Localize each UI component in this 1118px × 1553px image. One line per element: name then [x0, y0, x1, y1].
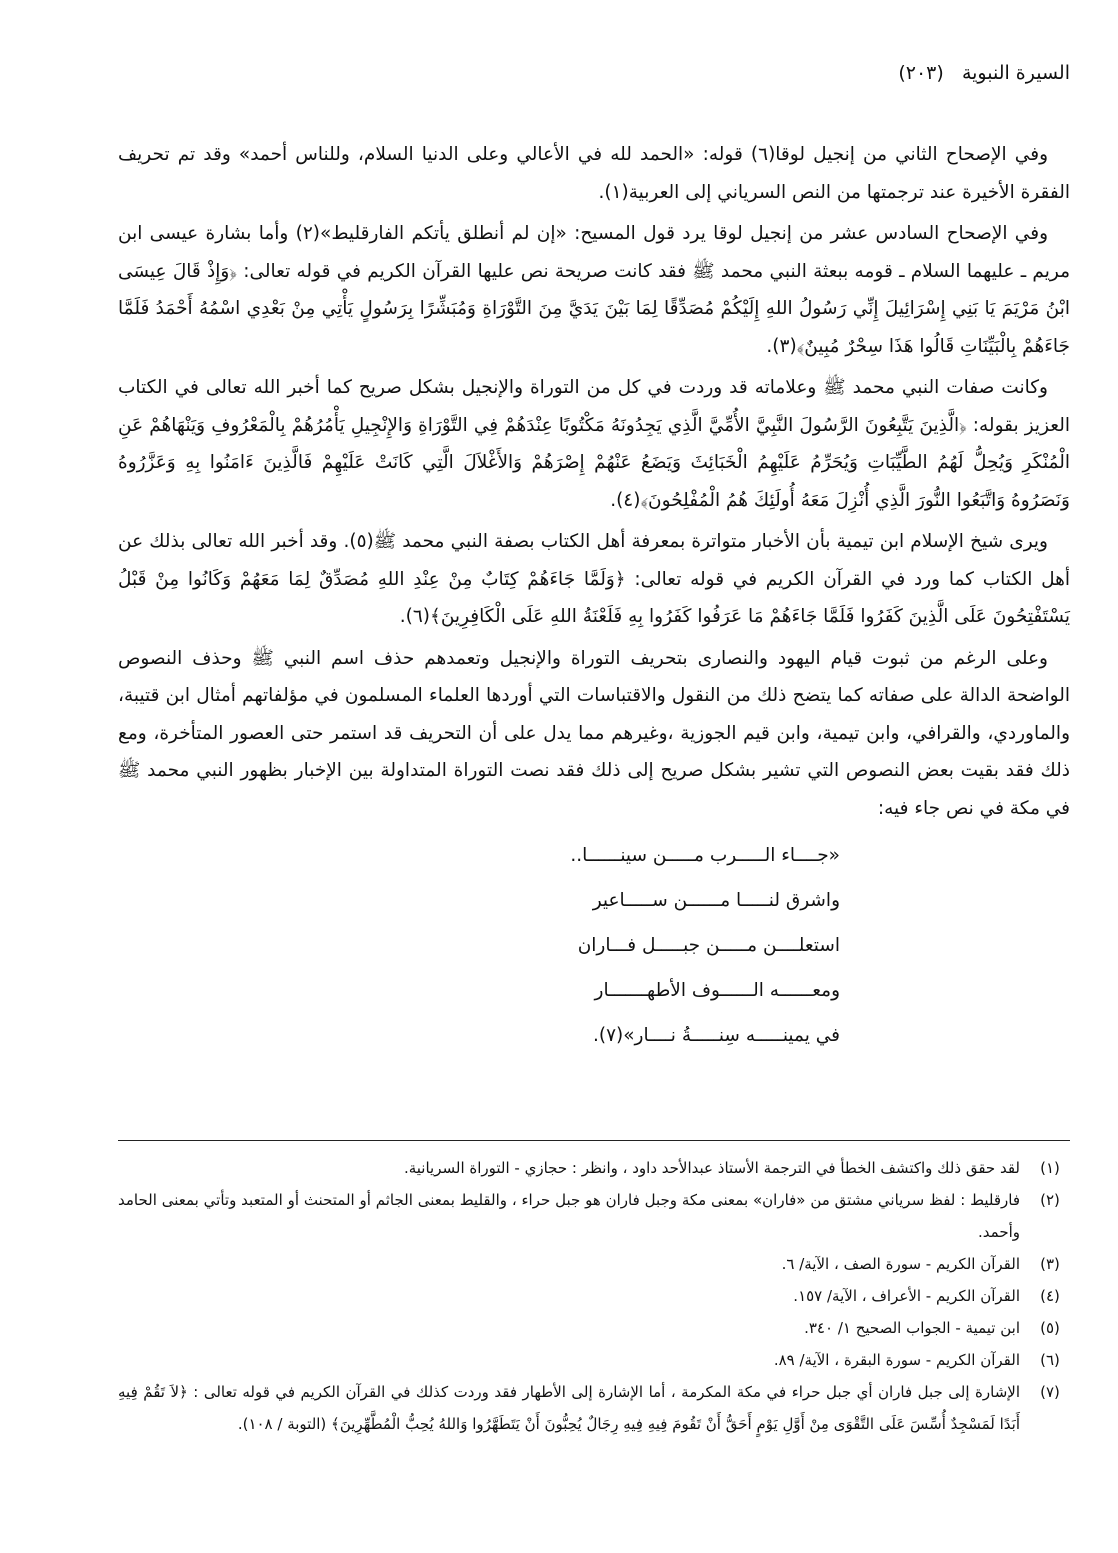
footnote — [118, 1280, 1070, 1312]
footnote-number: (١) — [1040, 1159, 1060, 1177]
verse-line: استعلــــن مـــــن جبـــــل فـــاران — [577, 935, 840, 956]
footnote-number: (٢) — [1040, 1191, 1060, 1209]
verse-line: «جــــاء الـــــرب مـــــن سينــــــا.. — [570, 845, 840, 866]
quoted-verse — [118, 833, 1070, 1058]
verse-line: واشرق لنـــــا مــــــن ســـــاعير — [592, 890, 840, 911]
verse-line: ومعــــــه الــــــوف الأطهـــــــار — [594, 980, 840, 1001]
page-number: (٢٠٣) — [898, 62, 944, 84]
footnote-text: القرآن الكريم - سورة الصف ، الآية/ ٦. — [781, 1255, 1020, 1273]
footnote-text: لقد حقق ذلك واكتشف الخطأ في الترجمة الأستاذ عبدالأحد داود ، وانظر : حجازي - التوراة السريانية. — [403, 1159, 1020, 1177]
footnote — [118, 1248, 1070, 1280]
paragraph: وكانت صفات النبي محمد ﷺ وعلاماته قد وردت في كل من التوراة والإنجيل بشكل صريح كما أخبر الله تعالى في الكتاب العزيز بقوله: ﴿الَّذِينَ يَتَّبِعُونَ الرَّسُولَ النَّبِيَّ الأُمِّيَّ الَّذِي يَجِدُونَهُ مَكْتُوبًا عِنْدَهُمْ فِي التَّوْرَاةِ وَالإِنْجِيلِ يَأْمُرُهُمْ بِالْمَعْرُوفِ وَيَنْهَاهُمْ عَنِ الْمُنْكَرِ وَيُحِلُّ لَهُمُ الطَّيِّبَاتِ وَيُحَرِّمُ عَلَيْهِمُ الْخَبَائِثَ وَيَضَعُ عَنْهُمْ إِصْرَهُمْ وَالأَغْلاَلَ الَّتِي كَانَتْ عَلَيْهِمْ فَالَّذِينَ ءَامَنُوا بِهِ وَعَزَّرُوهُ وَنَصَرُوهُ وَاتَّبَعُوا النُّورَ الَّذِي أُنْزِلَ مَعَهُ أُولَئِكَ هُمُ الْمُفْلِحُونَ﴾(٤). — [118, 377, 1070, 511]
footnote-number: (٤) — [1040, 1287, 1060, 1305]
footnote-text: القرآن الكريم - سورة البقرة ، الآية/ ٨٩. — [773, 1351, 1020, 1369]
paragraph: وفي الإصحاح السادس عشر من إنجيل لوقا يرد قول المسيح: «إن لم أنطلق يأتكم الفارقليط»(٢) وأما بشارة عيسى ابن مريم ـ عليهما السلام ـ قومه ببعثة النبي محمد ﷺ فقد كانت صريحة نص عليها القرآن الكريم في قوله تعالى: ﴿وَإِذْ قَالَ عِيسَى ابْنُ مَرْيَمَ يَا بَنِي إِسْرَائِيلَ إِنِّي رَسُولُ اللهِ إِلَيْكُمْ مُصَدِّقًا لِمَا بَيْنَ يَدَيَّ مِنَ التَّوْرَاةِ وَمُبَشِّرًا بِرَسُولٍ يَأْتِي مِنْ بَعْدِي اسْمُهُ أَحْمَدُ فَلَمَّا جَاءَهُمْ بِالْبَيِّنَاتِ قَالُوا هَذَا سِحْرٌ مُبِينٌ﴾(٣). — [118, 223, 1070, 357]
verse-line: في يمينـــــه سِنـــــةُ نــــار»(٧). — [592, 1025, 840, 1046]
footnotes — [118, 1152, 1070, 1440]
footnote-number: (٥) — [1040, 1319, 1060, 1337]
footnote-text: الإشارة إلى جبل فاران أي جبل حراء في مكة المكرمة ، أما الإشارة إلى الأطهار فقد وردت كذلك في القرآن الكريم في قوله تعالى : ﴿لاَ تَقُمْ فِيهِ أَبَدًا لَمَسْجِدٌ أُسِّسَ عَلَى التَّقْوَى مِنْ أَوَّلِ يَوْمٍ أَحَقُّ أَنْ تَقُومَ فِيهِ فِيهِ رِجَالٌ يُحِبُّونَ أَنْ يَتَطَهَّرُوا وَاللهُ يُحِبُّ الْمُطَّهِّرِينَ﴾ (التوبة / ١٠٨). — [118, 1383, 1020, 1433]
footnote-number: (٣) — [1040, 1255, 1060, 1273]
footnote-text: ابن تيمية - الجواب الصحيح ١/ ٣٤٠. — [804, 1319, 1020, 1337]
footnote-number: (٦) — [1040, 1351, 1060, 1369]
footnote — [118, 1184, 1070, 1248]
footnote-divider — [118, 1140, 1070, 1141]
footnote — [118, 1376, 1070, 1440]
running-header — [898, 62, 1070, 84]
paragraph: ويرى شيخ الإسلام ابن تيمية بأن الأخبار متواترة بمعرفة أهل الكتاب بصفة النبي محمد ﷺ(٥). وقد أخبر الله تعالى بذلك عن أهل الكتاب كما ورد في القرآن الكريم في قوله تعالى: ﴿وَلَمَّا جَاءَهُمْ كِتَابٌ مِنْ عِنْدِ اللهِ مُصَدِّقٌ لِمَا مَعَهُمْ وَكَانُوا مِنْ قَبْلُ يَسْتَفْتِحُونَ عَلَى الَّذِينَ كَفَرُوا فَلَمَّا جَاءَهُمْ مَا عَرَفُوا كَفَرُوا بِهِ فَلَعْنَةُ اللهِ عَلَى الْكَافِرِينَ﴾(٦). — [118, 531, 1070, 627]
body-text — [118, 136, 1070, 1058]
footnote-number: (٧) — [1040, 1383, 1060, 1401]
footnote — [118, 1344, 1070, 1376]
paragraph: وفي الإصحاح الثاني من إنجيل لوقا(٦) قوله: «الحمد لله في الأعالي وعلى الدنيا السلام، وللناس أحمد» وقد تم تحريف الفقرة الأخيرة عند ترجمتها من النص السرياني إلى العربية(١). — [118, 144, 1070, 203]
footnote-text: القرآن الكريم - الأعراف ، الآية/ ١٥٧. — [793, 1287, 1020, 1305]
footnote — [118, 1152, 1070, 1184]
paragraph: وعلى الرغم من ثبوت قيام اليهود والنصارى بتحريف التوراة والإنجيل وتعمدهم حذف اسم النبي ﷺ وحذف النصوص الواضحة الدالة على صفاته كما يتضح ذلك من النقول والاقتباسات التي أوردها العلماء المسلمون في مؤلفاتهم أمثال ابن قتيبة، والماوردي، والقرافي، وابن تيمية، وابن قيم الجوزية ،وغيرهم مما يدل على أن التحريف قد استمر حتى العصور المتأخرة، ومع ذلك فقد بقيت بعض النصوص التي تشير بشكل صريح إلى ذلك فقد نصت التوراة المتداولة بين الإخبار بظهور النبي محمد ﷺ في مكة في نص جاء فيه: — [118, 647, 1070, 819]
footnote-text: فارقليط : لفظ سرياني مشتق من «فاران» بمعنى مكة وجبل فاران هو جبل حراء ، والقليط بمعنى الجاثم أو المتحنث أو المتعبد وتأتي بمعنى الحامد وأحمد. — [118, 1191, 1020, 1241]
book-title: السيرة النبوية — [961, 62, 1070, 84]
footnote — [118, 1312, 1070, 1344]
